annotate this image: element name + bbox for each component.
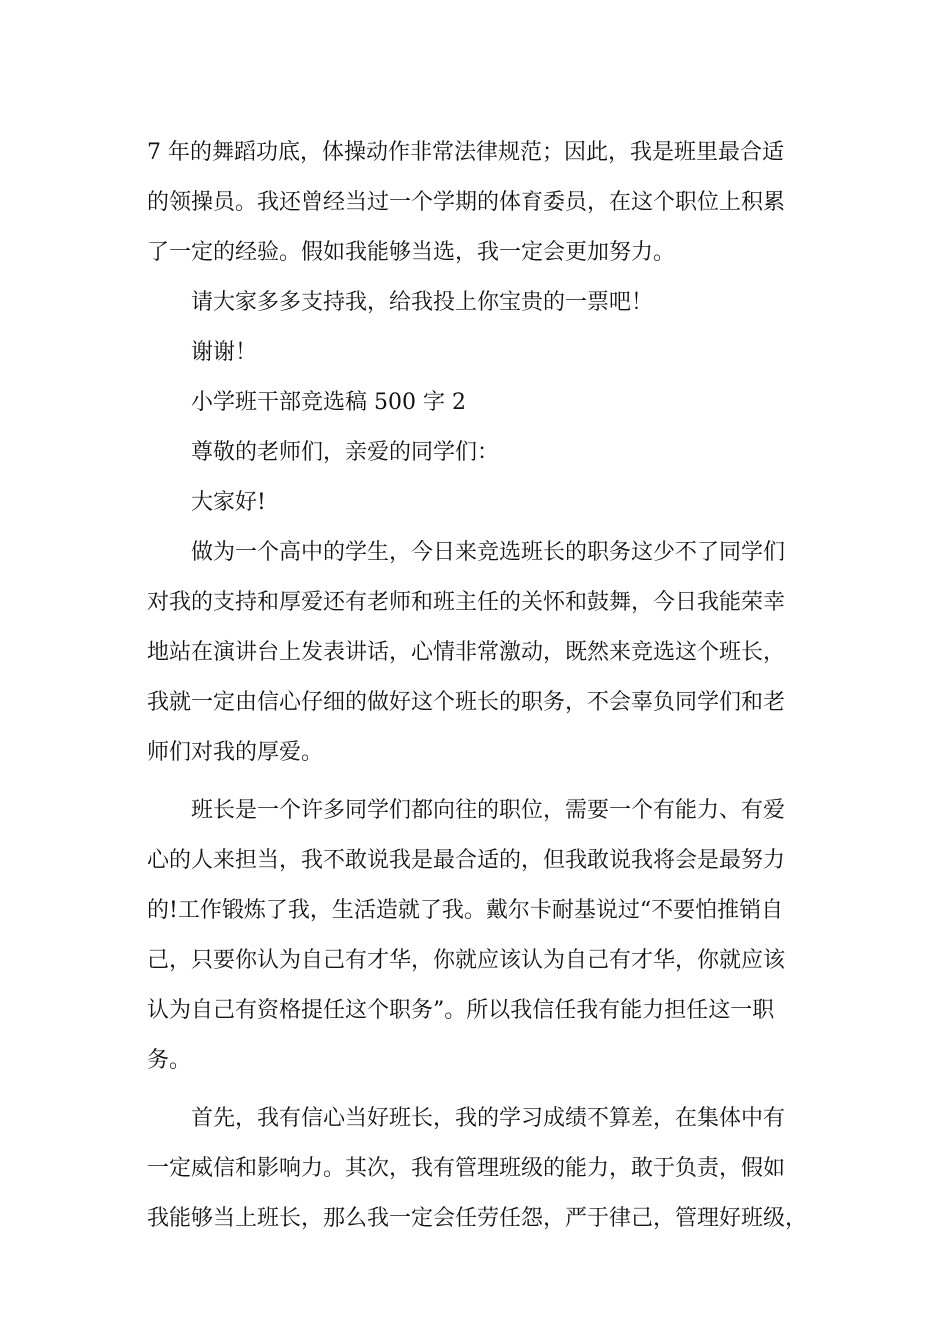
text-line: 务。 (147, 1048, 192, 1073)
text-line: 一定威信和影响力。其次，我有管理班级的能力，敢于负责，假如 (147, 1156, 786, 1181)
text-line: 师们对我的厚爱。 (147, 740, 324, 765)
text-line: 的!工作锻炼了我，生活造就了我。戴尔卡耐基说过“不要怕推销自 (147, 898, 784, 923)
text-line: 7 年的舞蹈功底，体操动作非常法律规范；因此，我是班里最合适 (147, 140, 784, 165)
text-line: 请大家多多支持我，给我投上你宝贵的一票吧！ (191, 290, 654, 315)
greeting: 大家好! (191, 490, 266, 515)
text-line: 了一定的经验。假如我能够当选，我一定会更加努力。 (147, 240, 676, 265)
section-heading: 小学班干部竞选稿 500 字 2 (191, 390, 466, 415)
document-body (147, 128, 817, 1244)
text-line: 对我的支持和厚爱还有老师和班主任的关怀和鼓舞，今日我能荣幸 (147, 590, 786, 615)
text-line: 班长是一个许多同学们都向往的职位，需要一个有能力、有爱 (191, 798, 786, 823)
text-line: 认为自己有资格提任这个职务”。所以我信任我有能力担任这一职 (147, 998, 775, 1023)
salutation: 尊敬的老师们，亲爱的同学们： (191, 440, 500, 465)
text-line: 的领操员。我还曾经当过一个学期的体育委员，在这个职位上积累 (147, 190, 786, 215)
text-line: 地站在演讲台上发表讲话，心情非常激动，既然来竞选这个班长， (147, 640, 786, 665)
text-line: 己，只要你认为自己有才华，你就应该认为自己有才华，你就应该 (147, 948, 786, 973)
text-line: 首先，我有信心当好班长，我的学习成绩不算差，在集体中有 (191, 1106, 786, 1131)
text-line: 做为一个高中的学生，今日来竞选班长的职务这少不了同学们 (191, 540, 786, 565)
text-line: 谢谢！ (191, 340, 258, 365)
text-line: 心的人来担当，我不敢说我是最合适的，但我敢说我将会是最努力 (147, 848, 786, 873)
text-line: 我能够当上班长，那么我一定会任劳任怨，严于律己，管理好班级， (147, 1206, 808, 1231)
text-line: 我就一定由信心仔细的做好这个班长的职务，不会辜负同学们和老 (147, 690, 786, 715)
